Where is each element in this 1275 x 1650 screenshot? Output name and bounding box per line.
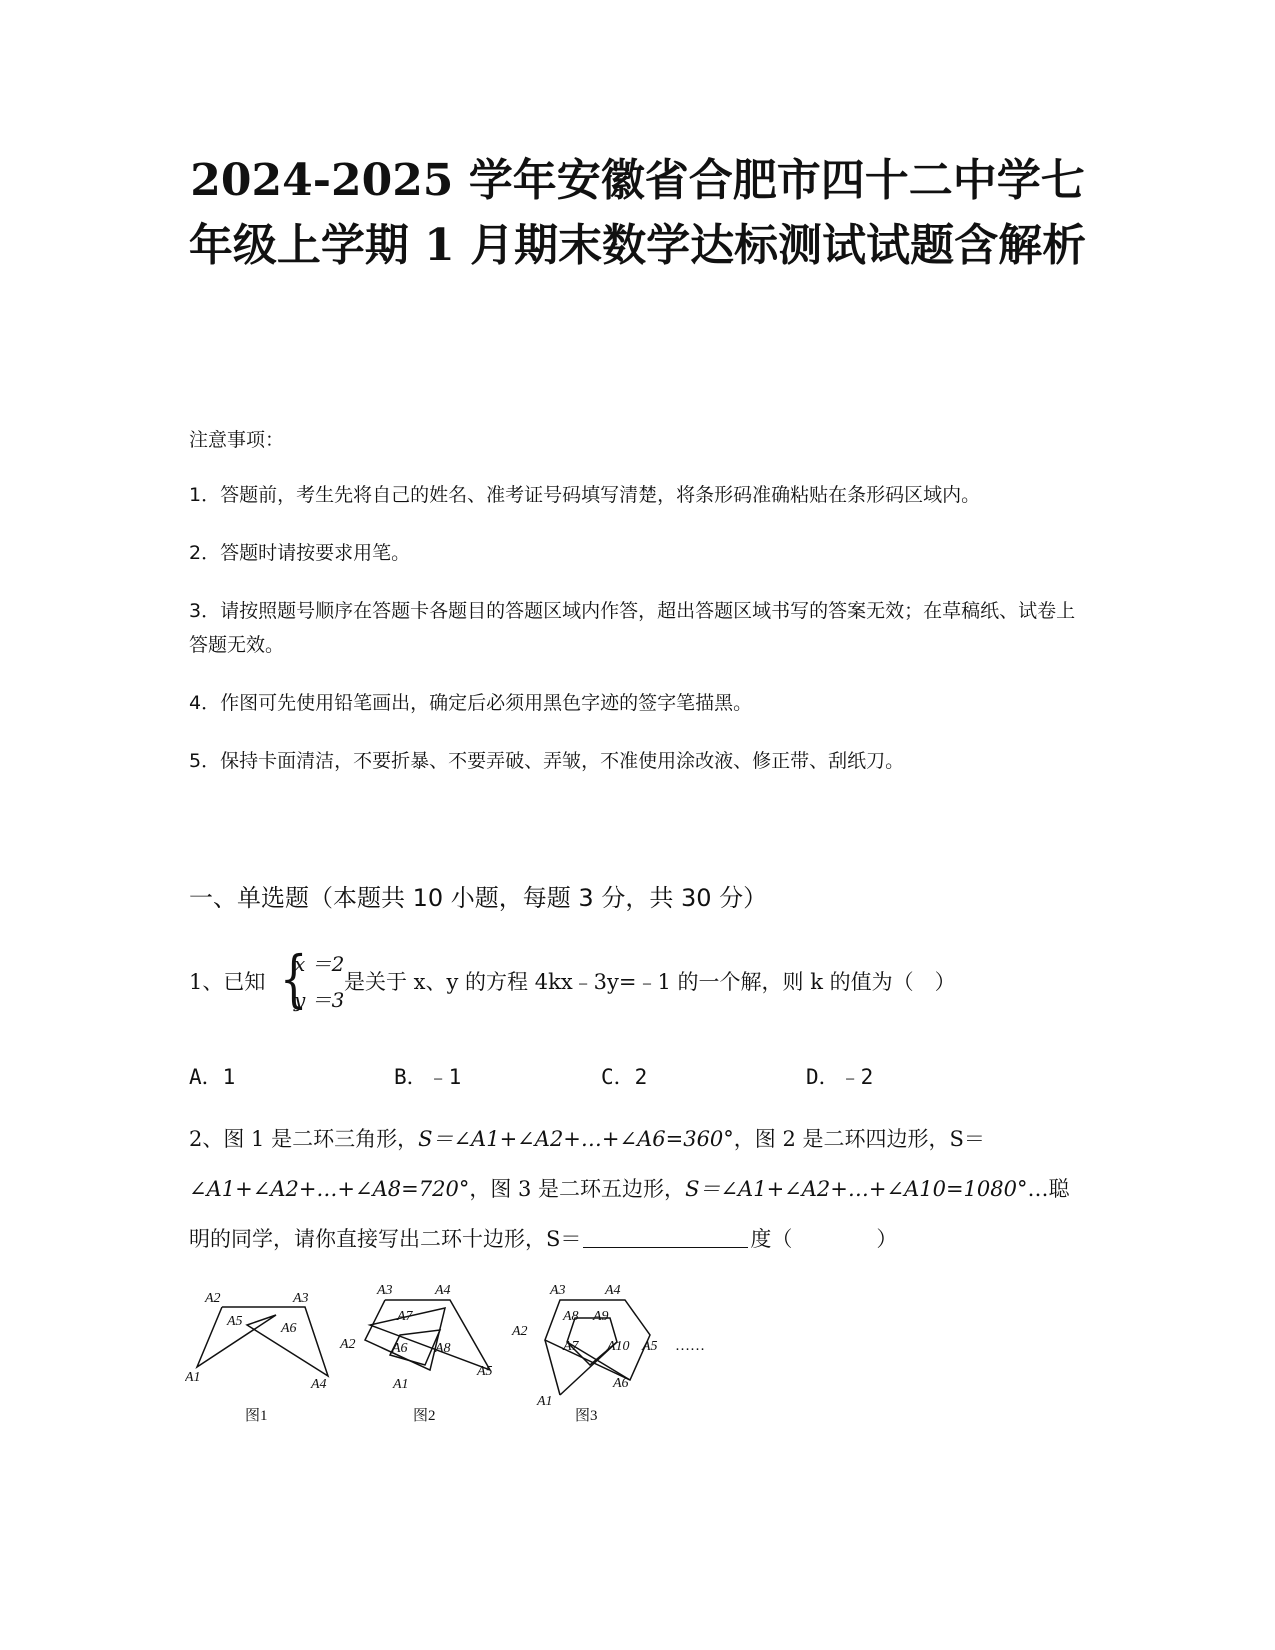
question-2-line-1 — [189, 1123, 985, 1153]
fig3-label: A9 — [593, 1309, 609, 1324]
q2-text: ，图 2 是二环四边形，S＝ — [733, 1127, 985, 1151]
fig1-label: A4 — [311, 1377, 327, 1392]
fig-caption: 图1 — [245, 1408, 268, 1424]
fig2-label: A1 — [393, 1377, 409, 1392]
fig3-label: A6 — [613, 1376, 629, 1391]
fig1-shape — [197, 1307, 328, 1376]
fig1-label: A3 — [293, 1291, 309, 1306]
answer-blank — [583, 1227, 748, 1248]
fig3-label: A10 — [607, 1339, 630, 1354]
fig2-label: A4 — [435, 1283, 451, 1298]
figures — [185, 1280, 765, 1490]
question-2-line-2 — [189, 1173, 1070, 1203]
option-a: A．1 — [189, 1065, 236, 1089]
q2-formula: ∠A1+∠A2+…+∠A8=720° — [189, 1177, 470, 1201]
section-heading: 一、单选题（本题共 10 小题，每题 3 分，共 30 分） — [189, 884, 768, 912]
q2-text: 度（ ） — [750, 1227, 898, 1251]
system-row-x: x ＝2 — [294, 952, 345, 976]
q2-formula: S＝∠A1+∠A2+…+∠A10=1080° — [685, 1177, 1028, 1201]
note-item: 4．作图可先使用铅笔画出，确定后必须用黑色字迹的签字笔描黑。 — [189, 692, 753, 714]
document-title: 2024-2025 学年安徽省合肥市四十二中学七年级上学期 1 月期末数学达标测试试题含解析 — [188, 155, 1087, 271]
fig2-label: A5 — [477, 1364, 493, 1379]
fig2-label: A3 — [377, 1283, 393, 1298]
q2-text: ，图 3 是二环五边形， — [469, 1177, 686, 1201]
question-2-line-3 — [189, 1223, 897, 1253]
notes-section — [189, 425, 1089, 802]
q2-text: 明的同学，请你直接写出二环十边形，S＝ — [189, 1227, 582, 1251]
option-b: B．﹣1 — [394, 1065, 462, 1089]
fig3-label: A5 — [642, 1339, 658, 1354]
fig3-label: A3 — [550, 1283, 566, 1298]
note-item: 1．答题前，考生先将自己的姓名、准考证号码填写清楚，将条形码准确粘贴在条形码区域内。 — [189, 484, 981, 506]
system-brace: { — [279, 942, 308, 1015]
fig1-label: A1 — [185, 1370, 201, 1385]
question-1 — [189, 942, 1089, 1018]
notes-heading: 注意事项： — [189, 429, 285, 451]
fig3-label: A7 — [563, 1339, 579, 1354]
fig2-label: A6 — [392, 1341, 408, 1356]
note-item: 2．答题时请按要求用笔。 — [189, 542, 411, 564]
fig3-label: A8 — [563, 1309, 579, 1324]
fig3-label: A2 — [512, 1324, 528, 1339]
question-1-prefix: 1、已知 — [189, 970, 266, 994]
fig2-label: A7 — [397, 1309, 413, 1324]
fig3-label: A4 — [605, 1283, 621, 1298]
fig-caption: 图3 — [575, 1408, 598, 1424]
q2-formula: S＝∠A1+∠A2+…+∠A6=360° — [418, 1127, 734, 1151]
fig1-label: A2 — [205, 1291, 221, 1306]
fig1-label: A6 — [281, 1321, 297, 1336]
option-d: D．﹣2 — [806, 1065, 874, 1089]
fig3-label: A1 — [537, 1394, 553, 1409]
fig-ellipsis: …… — [675, 1338, 705, 1354]
fig1-label: A5 — [227, 1314, 243, 1329]
fig-caption: 图2 — [413, 1408, 436, 1424]
option-c: C．2 — [601, 1065, 648, 1089]
system-row-y: y ＝3 — [294, 988, 345, 1012]
note-item: 5．保持卡面清洁，不要折暴、不要弄破、弄皱，不准使用涂改液、修正带、刮纸刀。 — [189, 750, 905, 772]
fig2-label: A2 — [340, 1337, 356, 1352]
note-item: 3．请按照题号顺序在答题卡各题目的答题区域内作答，超出答题区域书写的答案无效；在草稿纸、试卷上答题无效。 — [189, 600, 1076, 656]
q2-text: …聪 — [1027, 1177, 1070, 1201]
q2-text: 2、图 1 是二环三角形， — [189, 1127, 419, 1151]
fig3-line — [545, 1340, 560, 1395]
question-1-text: 是关于 x、y 的方程 4kx﹣3y=﹣1 的一个解，则 k 的值为（ ） — [344, 970, 956, 994]
fig2-label: A8 — [435, 1341, 451, 1356]
